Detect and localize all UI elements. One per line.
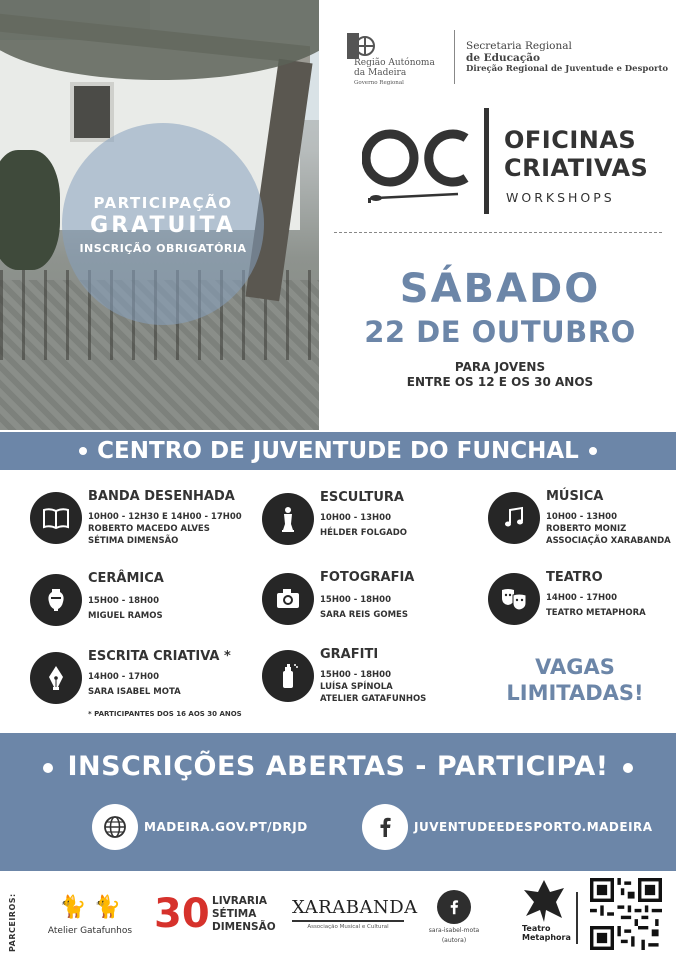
teatro-line-1: Teatro — [522, 924, 551, 933]
partner-name: Atelier Gatafunhos — [47, 926, 133, 936]
workshop-schedule: 14H00 - 17H00 — [546, 593, 617, 603]
partners-label: PARCEIROS: — [8, 893, 17, 952]
venue-name: CENTRO DE JUVENTUDE DO FUNCHAL — [97, 438, 579, 464]
workshop-instructor: SARA ISABEL MOTA — [88, 687, 181, 697]
workshop-title: ESCRITA CRIATIVA * — [88, 649, 231, 664]
teatro-line-2: Metaphora — [522, 933, 571, 942]
workshop-schedule: 14H00 - 17H00 — [88, 672, 159, 682]
camera-icon — [262, 573, 314, 625]
workshop-instructor: MIGUEL RAMOS — [88, 611, 163, 621]
registration-panel — [0, 733, 676, 871]
workshop-title: GRAFITI — [320, 647, 379, 662]
event-date-block — [330, 266, 670, 390]
partner-sara-isabel-mota — [424, 890, 484, 944]
workshop-instructor: HÉLDER FOLGADO — [320, 528, 407, 538]
workshop-schedule: 15H00 - 18H00 — [320, 595, 391, 605]
sara-handle: sara-isabel-mota — [428, 927, 480, 934]
workshop-instructor: SARA REIS GOMES — [320, 610, 408, 620]
dashed-divider — [334, 232, 662, 233]
partners-strip — [0, 872, 683, 960]
workshop-schedule: 10H00 - 12H30 E 14H00 - 17H00 — [88, 512, 242, 522]
badge-line-inscricao: INSCRIÇÃO OBRIGATÓRIA — [79, 241, 247, 255]
brand-divider-bar — [484, 108, 489, 214]
brand-title-criativas: CRIATIVAS — [504, 154, 649, 182]
partners-divider — [576, 892, 578, 944]
livraria-line-3: DIMENSÃO — [212, 921, 276, 933]
workshop-organization: ASSOCIAÇÃO XARABANDA — [546, 536, 671, 546]
region-line-1: Região Autónoma — [354, 58, 435, 68]
registration-headline — [0, 751, 676, 782]
workshop-title: MÚSICA — [546, 489, 604, 504]
audience-line-2: ENTRE OS 12 E OS 30 ANOS — [406, 375, 594, 389]
government-logo — [344, 30, 669, 86]
hero-photo — [0, 0, 319, 430]
xarabanda-logo: XARABANDA — [292, 897, 404, 922]
spray-can-icon — [262, 650, 314, 702]
livraria-line-1: LIVRARIA — [212, 895, 268, 907]
bat-mask-icon — [522, 878, 566, 924]
secretaria-line-2: de Educação — [466, 52, 541, 64]
secretaria-line-1: Secretaria Regional — [466, 40, 572, 52]
music-note-icon — [488, 492, 540, 544]
xarabanda-subtitle: Associação Musical e Cultural — [307, 924, 389, 930]
free-participation-badge — [62, 123, 264, 325]
photo-window — [70, 82, 114, 142]
book-icon — [30, 492, 82, 544]
livraria-line-2: SÉTIMA — [212, 908, 257, 920]
madeira-crest-icon — [346, 32, 376, 60]
facebook-icon — [362, 804, 408, 850]
qr-code-icon[interactable] — [590, 878, 662, 950]
facebook-icon — [437, 890, 471, 924]
workshop-title: BANDA DESENHADA — [88, 489, 235, 504]
badge-line-participacao: PARTICIPAÇÃO — [93, 193, 233, 212]
registration-headline-text: INSCRIÇÕES ABERTAS - PARTICIPA! — [67, 751, 609, 782]
age-note: * PARTICIPANTES DOS 16 AOS 30 ANOS — [88, 710, 242, 718]
photo-tree-canopy — [0, 0, 319, 80]
bullet-dot — [589, 447, 597, 455]
oficinas-criativas-logo — [362, 108, 662, 220]
teatro-logo-text — [522, 924, 571, 942]
bullet-dot — [79, 447, 87, 455]
workshop-schedule: 10H00 - 13H00 — [320, 513, 391, 523]
workshop-title: FOTOGRAFIA — [320, 570, 415, 585]
limited-places-notice — [505, 654, 645, 706]
vagas-line-2: LIMITADAS! — [506, 681, 644, 705]
workshop-schedule: 15H00 - 18H00 — [88, 596, 159, 606]
direcao-regional: Direção Regional de Juventude e Desporto — [466, 64, 669, 74]
workshop-instructor: TEATRO METAPHORA — [546, 608, 646, 618]
website-link[interactable] — [92, 803, 308, 851]
workshop-schedule: 15H00 - 18H00 — [320, 670, 391, 680]
theater-masks-icon — [488, 573, 540, 625]
workshop-title: CERÂMICA — [88, 571, 164, 586]
workshop-instructor: ROBERTO MACEDO ALVES — [88, 524, 210, 534]
facebook-page[interactable]: JUVENTUDEEDESPORTO.MADEIRA — [414, 820, 653, 834]
partner-atelier-gatafunhos — [44, 894, 136, 954]
workshop-schedule: 10H00 - 13H00 — [546, 512, 617, 522]
event-date: 22 DE OUTUBRO — [364, 315, 636, 349]
logo-divider — [454, 30, 455, 84]
secretaria-text — [466, 40, 668, 75]
workshop-instructor: ROBERTO MONIZ — [546, 524, 627, 534]
vase-icon — [30, 574, 82, 626]
pen-nib-icon — [30, 652, 82, 704]
bullet-dot — [43, 763, 53, 773]
region-line-2: da Madeira — [354, 68, 407, 78]
workshop-title: ESCULTURA — [320, 490, 404, 505]
audience-line-1: PARA JOVENS — [454, 360, 546, 374]
partner-teatro-metaphora — [508, 878, 574, 948]
cats-icon: 🐈 🐈 — [59, 895, 121, 920]
brand-title-oficinas: OFICINAS — [504, 126, 637, 154]
website-url[interactable]: MADEIRA.GOV.PT/DRJD — [144, 820, 308, 834]
workshop-organization: SÉTIMA DIMENSÃO — [88, 536, 179, 546]
badge-line-gratuita: GRATUITA — [90, 212, 236, 238]
livraria-30-logo: 30 — [154, 891, 210, 937]
brand-subtitle-workshops: WORKSHOPS — [506, 190, 615, 205]
photo-bush — [0, 150, 60, 270]
vagas-line-1: VAGAS — [535, 655, 615, 679]
bullet-dot — [623, 763, 633, 773]
workshop-instructor: LUÍSA SPÍNOLA — [320, 682, 393, 692]
partner-xarabanda — [292, 897, 418, 930]
sara-role: (autora) — [441, 937, 467, 944]
workshop-organization: ATELIER GATAFUNHOS — [320, 694, 427, 704]
venue-banner — [0, 432, 676, 470]
region-text — [354, 58, 435, 88]
workshop-title: TEATRO — [546, 570, 603, 585]
partner-livraria-setima-dimensao — [150, 892, 275, 938]
facebook-link[interactable] — [362, 803, 653, 851]
statue-icon — [262, 493, 314, 545]
region-line-3: Governo Regional — [354, 80, 404, 86]
globe-icon — [92, 804, 138, 850]
oc-brush-logo-icon — [362, 128, 470, 203]
event-day: SÁBADO — [399, 266, 601, 312]
